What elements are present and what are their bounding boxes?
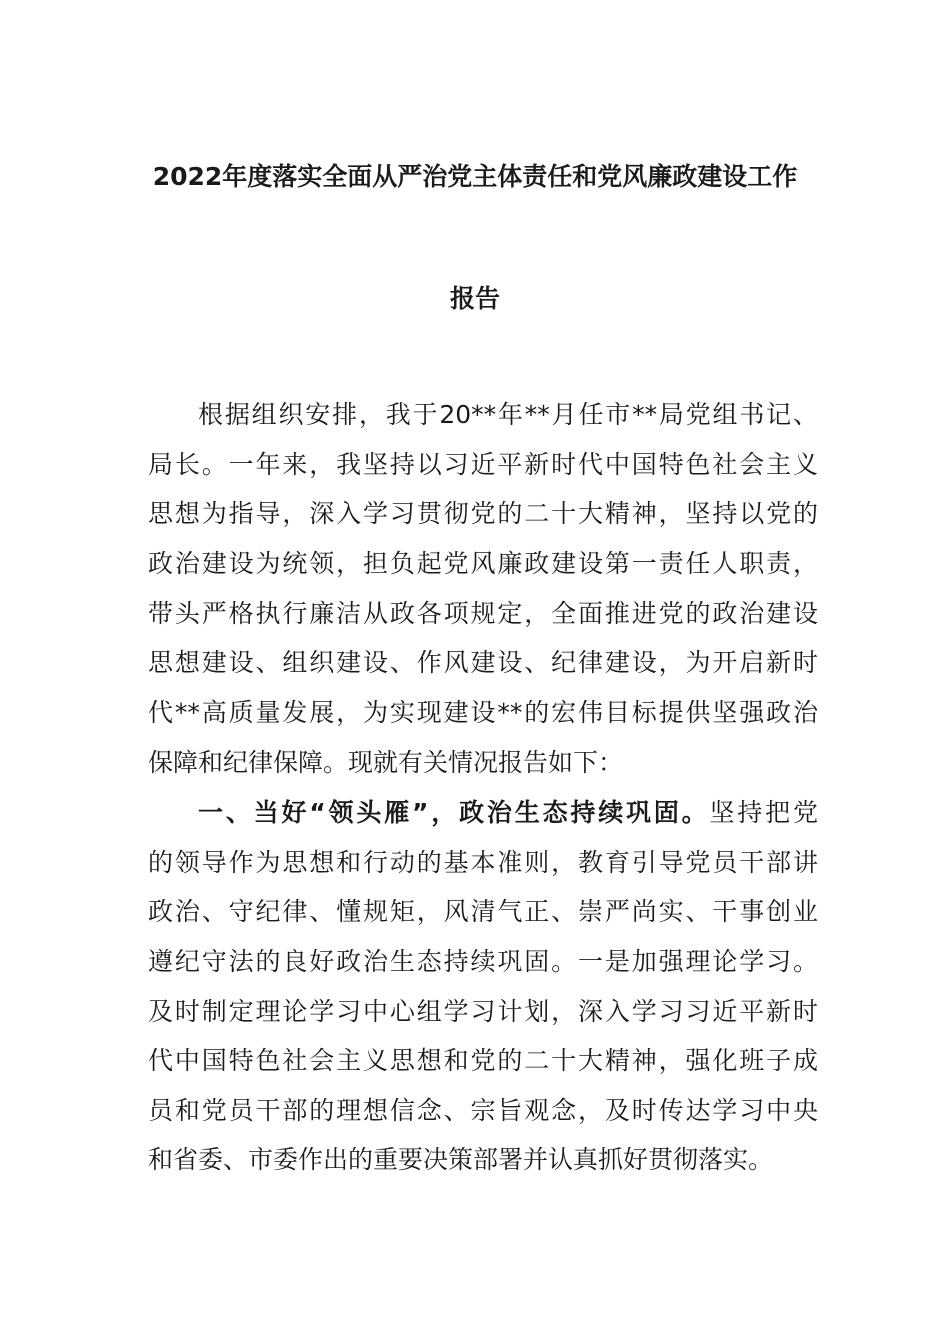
paragraph-line: 思想为指导，深入学习贯彻党的二十大精神，坚持以党的 <box>148 499 818 528</box>
document-title-line-1: 2022年度落实全面从严治党主体责任和党风廉政建设工作 <box>152 162 798 191</box>
paragraph-line: 思想建设、组织建设、作风建设、纪律建设，为开启新时 <box>148 648 818 677</box>
section-heading: 一、当好“领头雁”，政治生态持续巩固。 <box>198 798 710 827</box>
paragraph-line: 和省委、市委作出的重要决策部署并认真抓好贯彻落实。 <box>148 1145 774 1174</box>
paragraph-line: 的领导作为思想和行动的基本准则，教育引导党员干部讲 <box>148 848 818 877</box>
paragraph-line: 遵纪守法的良好政治生态持续巩固。一是加强理论学习。 <box>148 947 818 976</box>
paragraph-text: 坚持把党 <box>709 798 818 827</box>
paragraph-line: 根据组织安排，我于20**年**月任市**局党组书记、 <box>198 400 818 429</box>
paragraph-line: 政治、守纪律、懂规矩，风清气正、崇严尚实、干事创业 <box>148 897 818 926</box>
paragraph-line: 保障和纪律保障。现就有关情况报告如下： <box>148 748 624 777</box>
paragraph-line: 带头严格执行廉洁从政各项规定，全面推进党的政治建设 <box>148 599 818 628</box>
paragraph-line: 代中国特色社会主义思想和党的二十大精神，强化班子成 <box>148 1046 818 1075</box>
paragraph-line: 局长。一年来，我坚持以习近平新时代中国特色社会主义 <box>148 450 818 479</box>
paragraph-line <box>198 796 818 830</box>
paragraph-line: 员和党员干部的理想信念、宗旨观念，及时传达学习中央 <box>148 1096 818 1125</box>
document-title-line-2: 报告 <box>449 284 500 313</box>
paragraph-line: 代**高质量发展，为实现建设**的宏伟目标提供坚强政治 <box>148 698 818 727</box>
paragraph-line: 政治建设为统领，担负起党风廉政建设第一责任人职责， <box>148 549 818 578</box>
paragraph-line: 及时制定理论学习中心组学习计划，深入学习习近平新时 <box>148 997 818 1026</box>
